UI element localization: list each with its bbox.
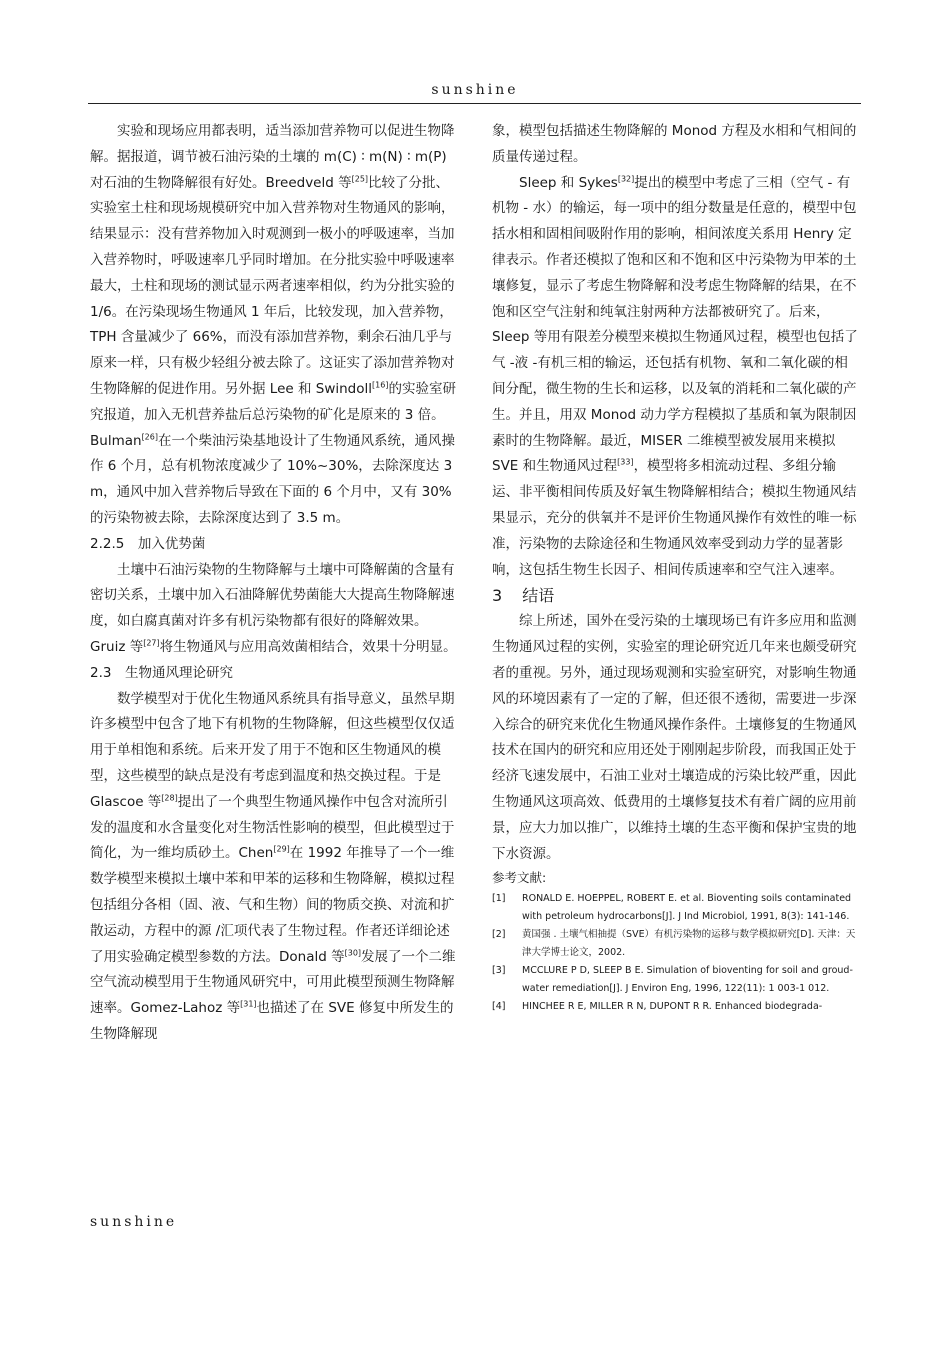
reference-item: [1] RONALD E. HOEPPEL, ROBERT E. et al. Bioventing soils contaminated with petroleum hydrocarbons[J]. J Ind Microbiol, 1991, 8(3): 141-146. xyxy=(492,893,852,922)
left-column xyxy=(90,119,460,1048)
paragraph: 实验和现场应用都表明，适当添加营养物可以促进生物降解。据报道，调节被石油污染的土壤的 m(C) ∶ m(N) ∶ m(P) 对石油的生物降解很有好处。Breedveld 等[25]比较了分批、实验室土柱和现场规模研究中加入营养物对生物通风的影响，结果显示：没有营养物加入时观测到一极小的呼吸速率，当加入营养物时，呼吸速率几乎同时增加。在分批实验中呼吸速率最大，土柱和现场的测试显示两者速率相似，约为分批实验的 1/6。在污染现场生物通风 1 年后，比较发现，加入营养物，TPH 含量减少了 66%，而没有添加营养物，剩余石油几乎与原来一样，只有极少轻组分被去除了。这证实了添加营养物对生物降解的促进作用。另外据 Lee 和 Swindoll[16]的实验室研究报道，加入无机营养盐后总污染物的矿化是原来的 3 倍。Bulman[26]在一个柴油污染基地设计了生物通风系统，通风操作 6 个月，总有机物浓度减少了 10%~30%，去除深度达 3 m，通风中加入营养物后导致在下面的 6 个月中，又有 30%的污染物被去除，去除深度达到了 3.5 m。 xyxy=(90,123,456,526)
section-heading: 2.2.5 加入优势菌 xyxy=(90,535,206,552)
page-footer: sunshine xyxy=(90,1214,178,1230)
page-header: sunshine xyxy=(431,82,519,98)
paragraph: 土壤中石油污染物的生物降解与土壤中可降解菌的含量有密切关系，土壤中加入石油降解优势菌能大大提高生物降解速度，如白腐真菌对许多有机污染物都有很好的降解效果。Gruiz 等[27]将生物通风与应用高效菌相结合，效果十分明显。 xyxy=(90,561,457,655)
section-heading: 2.3 生物通风理论研究 xyxy=(90,664,233,681)
reference-item: [3] MCCLURE P D, SLEEP B E. Simulation of bioventing for soil and groud-water remediation[J]. J Environ Eng, 1996, 122(11): 1 003-1 012. xyxy=(492,965,853,994)
references-title: 参考文献: xyxy=(492,870,547,886)
paragraph: 数学模型对于优化生物通风系统具有指导意义，虽然早期许多模型中包含了地下有机物的生物降解，但这些模型仅仅适用于单相饱和系统。后来开发了用于不饱和区生物通风的模型，这些模型的缺点是没有考虑到温度和热交换过程。于是 Glascoe 等[28]提出了一个典型生物通风操作中包含对流所引发的温度和水含量变化对生物活性影响的模型，但此模型过于简化，为一维均质砂土。Chen[29]在 1992 年推导了一个一维数学模型来模拟土壤中苯和甲苯的运移和生物降解，模拟过程包括组分各相（固、液、气和生物）间的物质交换、对流和扩散运动，方程中的源 /汇项代表了生物过程。作者还详细论述了用实验确定模型参数的方法。Donald 等[30]发展了一个二维空气流动模型用于生物通风研究中，可用此模型预测生物降解速率。Gomez-Lahoz 等[31]也描述了在 SVE 修复中所发生的生物降解现 xyxy=(90,690,456,1042)
right-column xyxy=(492,119,860,1016)
reference-item: [2] 黄国强 . 土壤气相抽提（SVE）有机污染物的运移与数学模拟研究[D]. 天津：天津大学博士论文，2002. xyxy=(492,929,856,958)
header-rule xyxy=(88,103,861,104)
section-heading: 3 结语 xyxy=(492,586,555,606)
paragraph: 象，模型包括描述生物降解的 Monod 方程及水相和气相间的质量传递过程。 xyxy=(492,123,857,165)
paragraph: Sleep 和 Sykes[32]提出的模型中考虑了三相（空气 - 有机物 - 水）的输运，每一项中的组分数量是任意的，模型中包括水相和固相间吸附作用的影响，相间浓度关系用 Henry 定律表示。作者还模拟了饱和区和不饱和区中污染物为甲苯的土壤修复，显示了考虑生物降解和没考虑生物降解的结果，在不饱和区空气注射和纯氧注射两种方法都被研究了。后来，Sleep 等用有限差分模型来模拟生物通风过程，模型也包括了气 -液 -有机三相的输运，还包括有机物、氧和二氧化碳的相间分配，微生物的生长和运移，以及氧的消耗和二氧化碳的产生。并且，用双 Monod 动力学方程模拟了基质和氧为限制因素时的生物降解。最近，MISER 二维模型被发展用来模拟 SVE 和生物通风过程[33]，模型将多相流动过程、多组分输运、非平衡相间传质及好氧生物降解相结合；模拟生物通风结果显示，充分的供氧并不是评价生物通风操作有效性的唯一标准，污染物的去除途径和生物通风效率受到动力学的显著影响，这包括生物生长因子、相间传质速率和空气注入速率。 xyxy=(492,174,858,578)
reference-item: [4] HINCHEE R E, MILLER R N, DUPONT R R. Enhanced biodegrada- xyxy=(492,1001,823,1013)
paragraph: 综上所述，国外在受污染的土壤现场已有许多应用和监测生物通风过程的实例，实验室的理论研究近几年来也颇受研究者的重视。另外，通过现场观测和实验室研究，对影响生物通风的环境因素有了一定的了解，但还很不透彻，需要进一步深入综合的研究来优化生物通风操作条件。土壤修复的生物通风技术在国内的研究和应用还处于刚刚起步阶段，而我国正处于经济飞速发展中，石油工业对土壤造成的污染比较严重，因此生物通风这项高效、低费用的土壤修复技术有着广阔的应用前景，应大力加以推广，以维持土壤的生态平衡和保护宝贵的地下水资源。 xyxy=(492,613,857,862)
